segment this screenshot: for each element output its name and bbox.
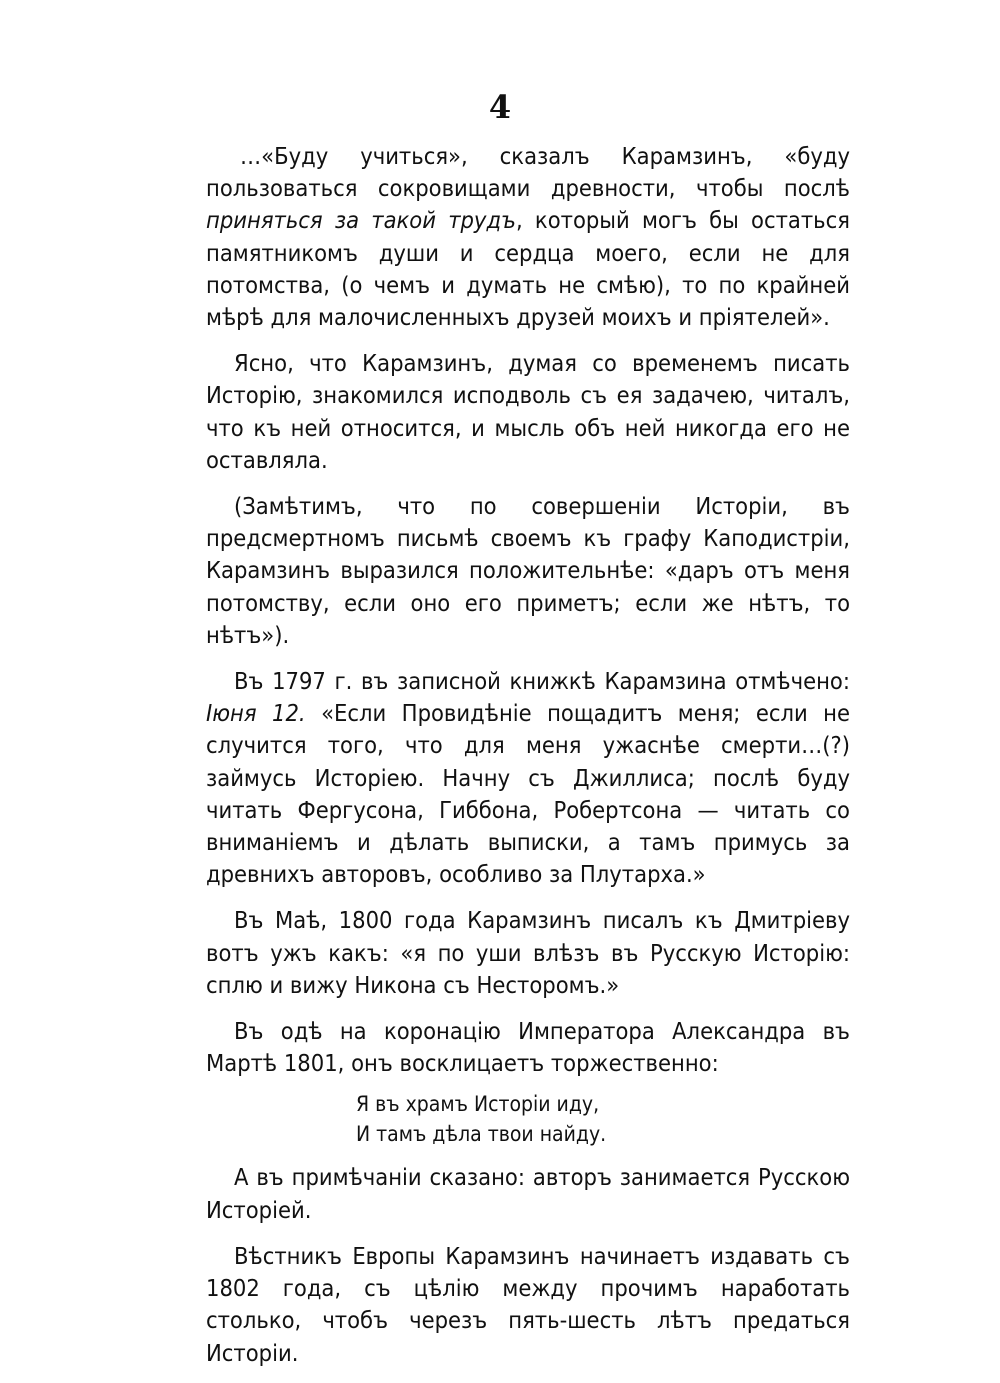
paragraph-1-text-b: , который могъ бы остаться памятникомъ души и сердца моего, если не для потомства, (о чемъ и думать не смѣю), то по крайней мѣрѣ для малочисленныхъ друзей моихъ и прiятелей».: [206, 206, 850, 332]
verse-line-2: И тамъ дѣла твои найду.: [356, 1122, 607, 1147]
paragraph-4-text-a: Въ 1797 г. въ записной книжкѣ Карамзина отмѣчено:: [234, 667, 850, 696]
paragraph-4-italic-date: Iюня 12.: [206, 699, 306, 728]
paragraph-3: (Замѣтимъ, что по совершенiи Исторiи, въ предсмертномъ письмѣ своемъ къ графу Каподистрiи, Карамзинъ выразился положительнѣе: «даръ отъ меня потомству, если оно его приметъ; если же нѣтъ, то нѣтъ»).: [206, 492, 850, 649]
paragraph-4: [206, 665, 850, 890]
page-number: 4: [488, 88, 512, 126]
paragraph-2: Ясно, что Карамзинъ, думая со временемъ писать Исторiю, знакомился исподволь съ ея задачею, читалъ, что къ ней относится, и мысль объ ней никогда его не оставляла.: [206, 349, 850, 474]
paragraph-7: А въ примѣчанiи сказано: авторъ занимается Русскою Исторiей.: [206, 1163, 850, 1224]
body-text: [206, 140, 850, 1383]
paragraph-5: Въ Маѣ, 1800 года Карамзинъ писалъ къ Дмитрiеву вотъ ужъ какъ: «я по уши влѣзъ въ Русскую Исторiю: сплю и вижу Никона съ Несторомъ.»: [206, 906, 850, 999]
paragraph-6: Въ одѣ на коронацiю Императора Александра въ Мартѣ 1801, онъ восклицаетъ торжественно:: [206, 1017, 850, 1078]
paragraph-4-text-b: «Если Провидѣнiе пощадитъ меня; если не случится того, что для меня ужаснѣе смерти…(?) займусь Исторiею. Начну съ Джиллиса; послѣ буду читать Фергусона, Гиббона, Робертсона — читать со вниманiемъ и дѣлать выписки, а тамъ примусь за древнихъ авторовъ, особливо за Плутарха.»: [206, 699, 851, 889]
paragraph-1-italic: приняться за такой трудъ: [206, 206, 516, 235]
paragraph-1-text-a: …«Буду учиться», сказалъ Карамзинъ, «буду пользоваться сокровищами древности, чтобы послѣ: [206, 142, 850, 203]
verse-line-1: Я въ храмъ Исторiи иду,: [356, 1092, 600, 1117]
paragraph-8: Вѣстникъ Европы Карамзинъ начинаетъ издавать съ 1802 года, съ цѣлiю между прочимъ наработать столько, чтобъ черезъ пять-шесть лѣтъ предаться Исторiи.: [206, 1241, 850, 1367]
verse-quote: [356, 1089, 850, 1149]
paragraph-1: [206, 140, 850, 333]
